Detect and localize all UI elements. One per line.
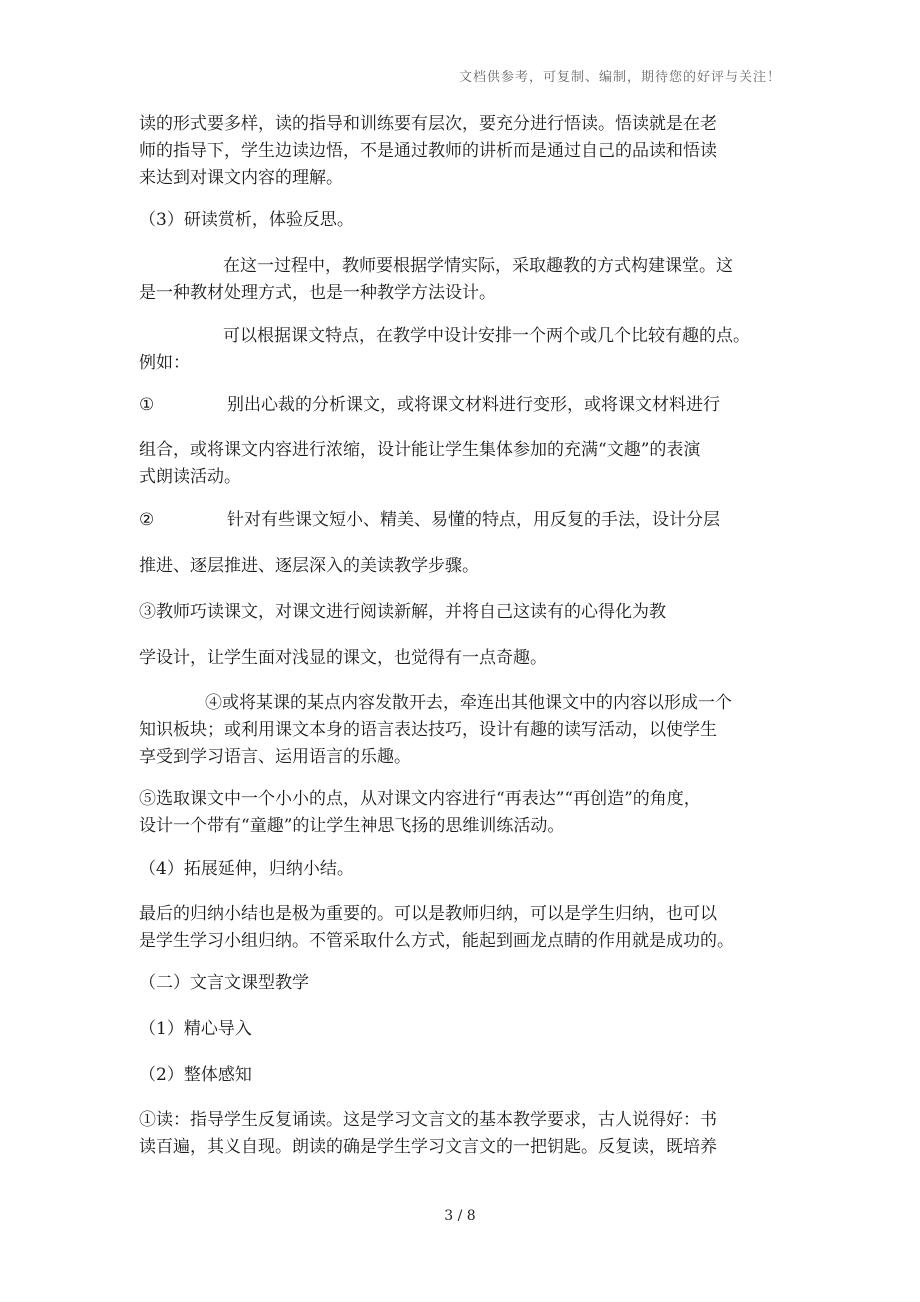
paragraph-reading-forms [139, 111, 789, 192]
item-3-first-line [139, 599, 789, 626]
text-line: 学设计，让学生面对浅显的课文，也觉得有一点奇趣。 [139, 648, 547, 668]
page-number: 3 / 8 [444, 1208, 476, 1224]
text-line: 师的指导下，学生边读边悟，不是通过教师的讲析而是通过自己的品读和悟读 [139, 141, 717, 161]
text-line: 组合，或将课文内容进行浓缩，设计能让学生集体参加的充满“文趣”的表演 [139, 440, 701, 460]
text-line: 设计一个带有“童趣”的让学生神思飞扬的思维训练活动。 [139, 816, 565, 836]
item-2-rest [139, 553, 789, 580]
text-line: 来达到对课文内容的理解。 [139, 168, 343, 188]
item-4 [139, 690, 789, 771]
item-5 [139, 786, 789, 840]
heading-3: （3）研读赏析，体验反思。 [139, 210, 354, 230]
item-2-first-line [139, 507, 789, 534]
text-line: 知识板块；或利用课文本身的语言表达技巧，设计有趣的读写活动，以使学生 [139, 720, 717, 740]
paragraph-reading-guidance [139, 1107, 789, 1161]
text-line: 例如： [139, 353, 190, 373]
item-1-number: ① [139, 395, 155, 415]
item-2-number: ② [139, 510, 155, 530]
heading-4: （4）拓展延伸，归纳小结。 [139, 859, 354, 879]
text-line: 是学生学习小组归纳。不管采取什么方式，能起到画龙点睛的作用就是成功的。 [139, 931, 734, 951]
text-line: 享受到学习语言、运用语言的乐趣。 [139, 747, 411, 767]
subsection-overall-perception: （2）整体感知 [139, 1065, 252, 1085]
text-line: 读的形式要多样，读的指导和训练要有层次，要充分进行悟读。悟读就是在老 [139, 114, 717, 134]
text-line: 在这一过程中，教师要根据学情实际，采取趣教的方式构建课堂。这 [223, 256, 733, 276]
header-note: 文档供参考，可复制、编制，期待您的好评与关注！ [458, 70, 781, 85]
text-line: 针对有些课文短小、精美、易懂的特点，用反复的手法，设计分层 [227, 510, 720, 530]
text-line: 最后的归纳小结也是极为重要的。可以是教师归纳，可以是学生归纳，也可以 [139, 904, 717, 924]
text-line: ④或将某课的某点内容发散开去，牵连出其他课文中的内容以形成一个 [205, 693, 732, 713]
paragraph-process [139, 253, 789, 307]
text-line: 是一种教材处理方式，也是一种教学方法设计。 [139, 283, 496, 303]
text-line: 式朗读活动。 [139, 467, 241, 487]
paragraph-summary [139, 901, 789, 955]
text-line: 读百遍，其义自现。朗读的确是学生学习文言文的一把钥匙。反复读，既培养 [139, 1137, 717, 1157]
text-line: ①读：指导学生反复诵读。这是学习文言文的基本教学要求，古人说得好：书 [139, 1110, 717, 1130]
section-classical-chinese: （二）文言文课型教学 [139, 973, 309, 993]
paragraph-interesting-points [139, 323, 789, 377]
text-line: 别出心裁的分析课文，或将课文材料进行变形，或将课文材料进行 [227, 395, 720, 415]
subsection-introduction: （1）精心导入 [139, 1019, 252, 1039]
text-line: ③教师巧读课文，对课文进行阅读新解，并将自己这读有的心得化为教 [139, 602, 666, 622]
item-3-rest [139, 645, 789, 672]
item-1-first-line [139, 392, 789, 419]
text-line: 可以根据课文特点，在教学中设计安排一个两个或几个比较有趣的点。 [223, 326, 750, 346]
text-line: 推进、逐层推进、逐层深入的美读教学步骤。 [139, 556, 479, 576]
item-1-rest [139, 437, 789, 491]
text-line: ⑤选取课文中一个小小的点，从对课文内容进行“再表达”“再创造”的角度， [139, 789, 701, 809]
